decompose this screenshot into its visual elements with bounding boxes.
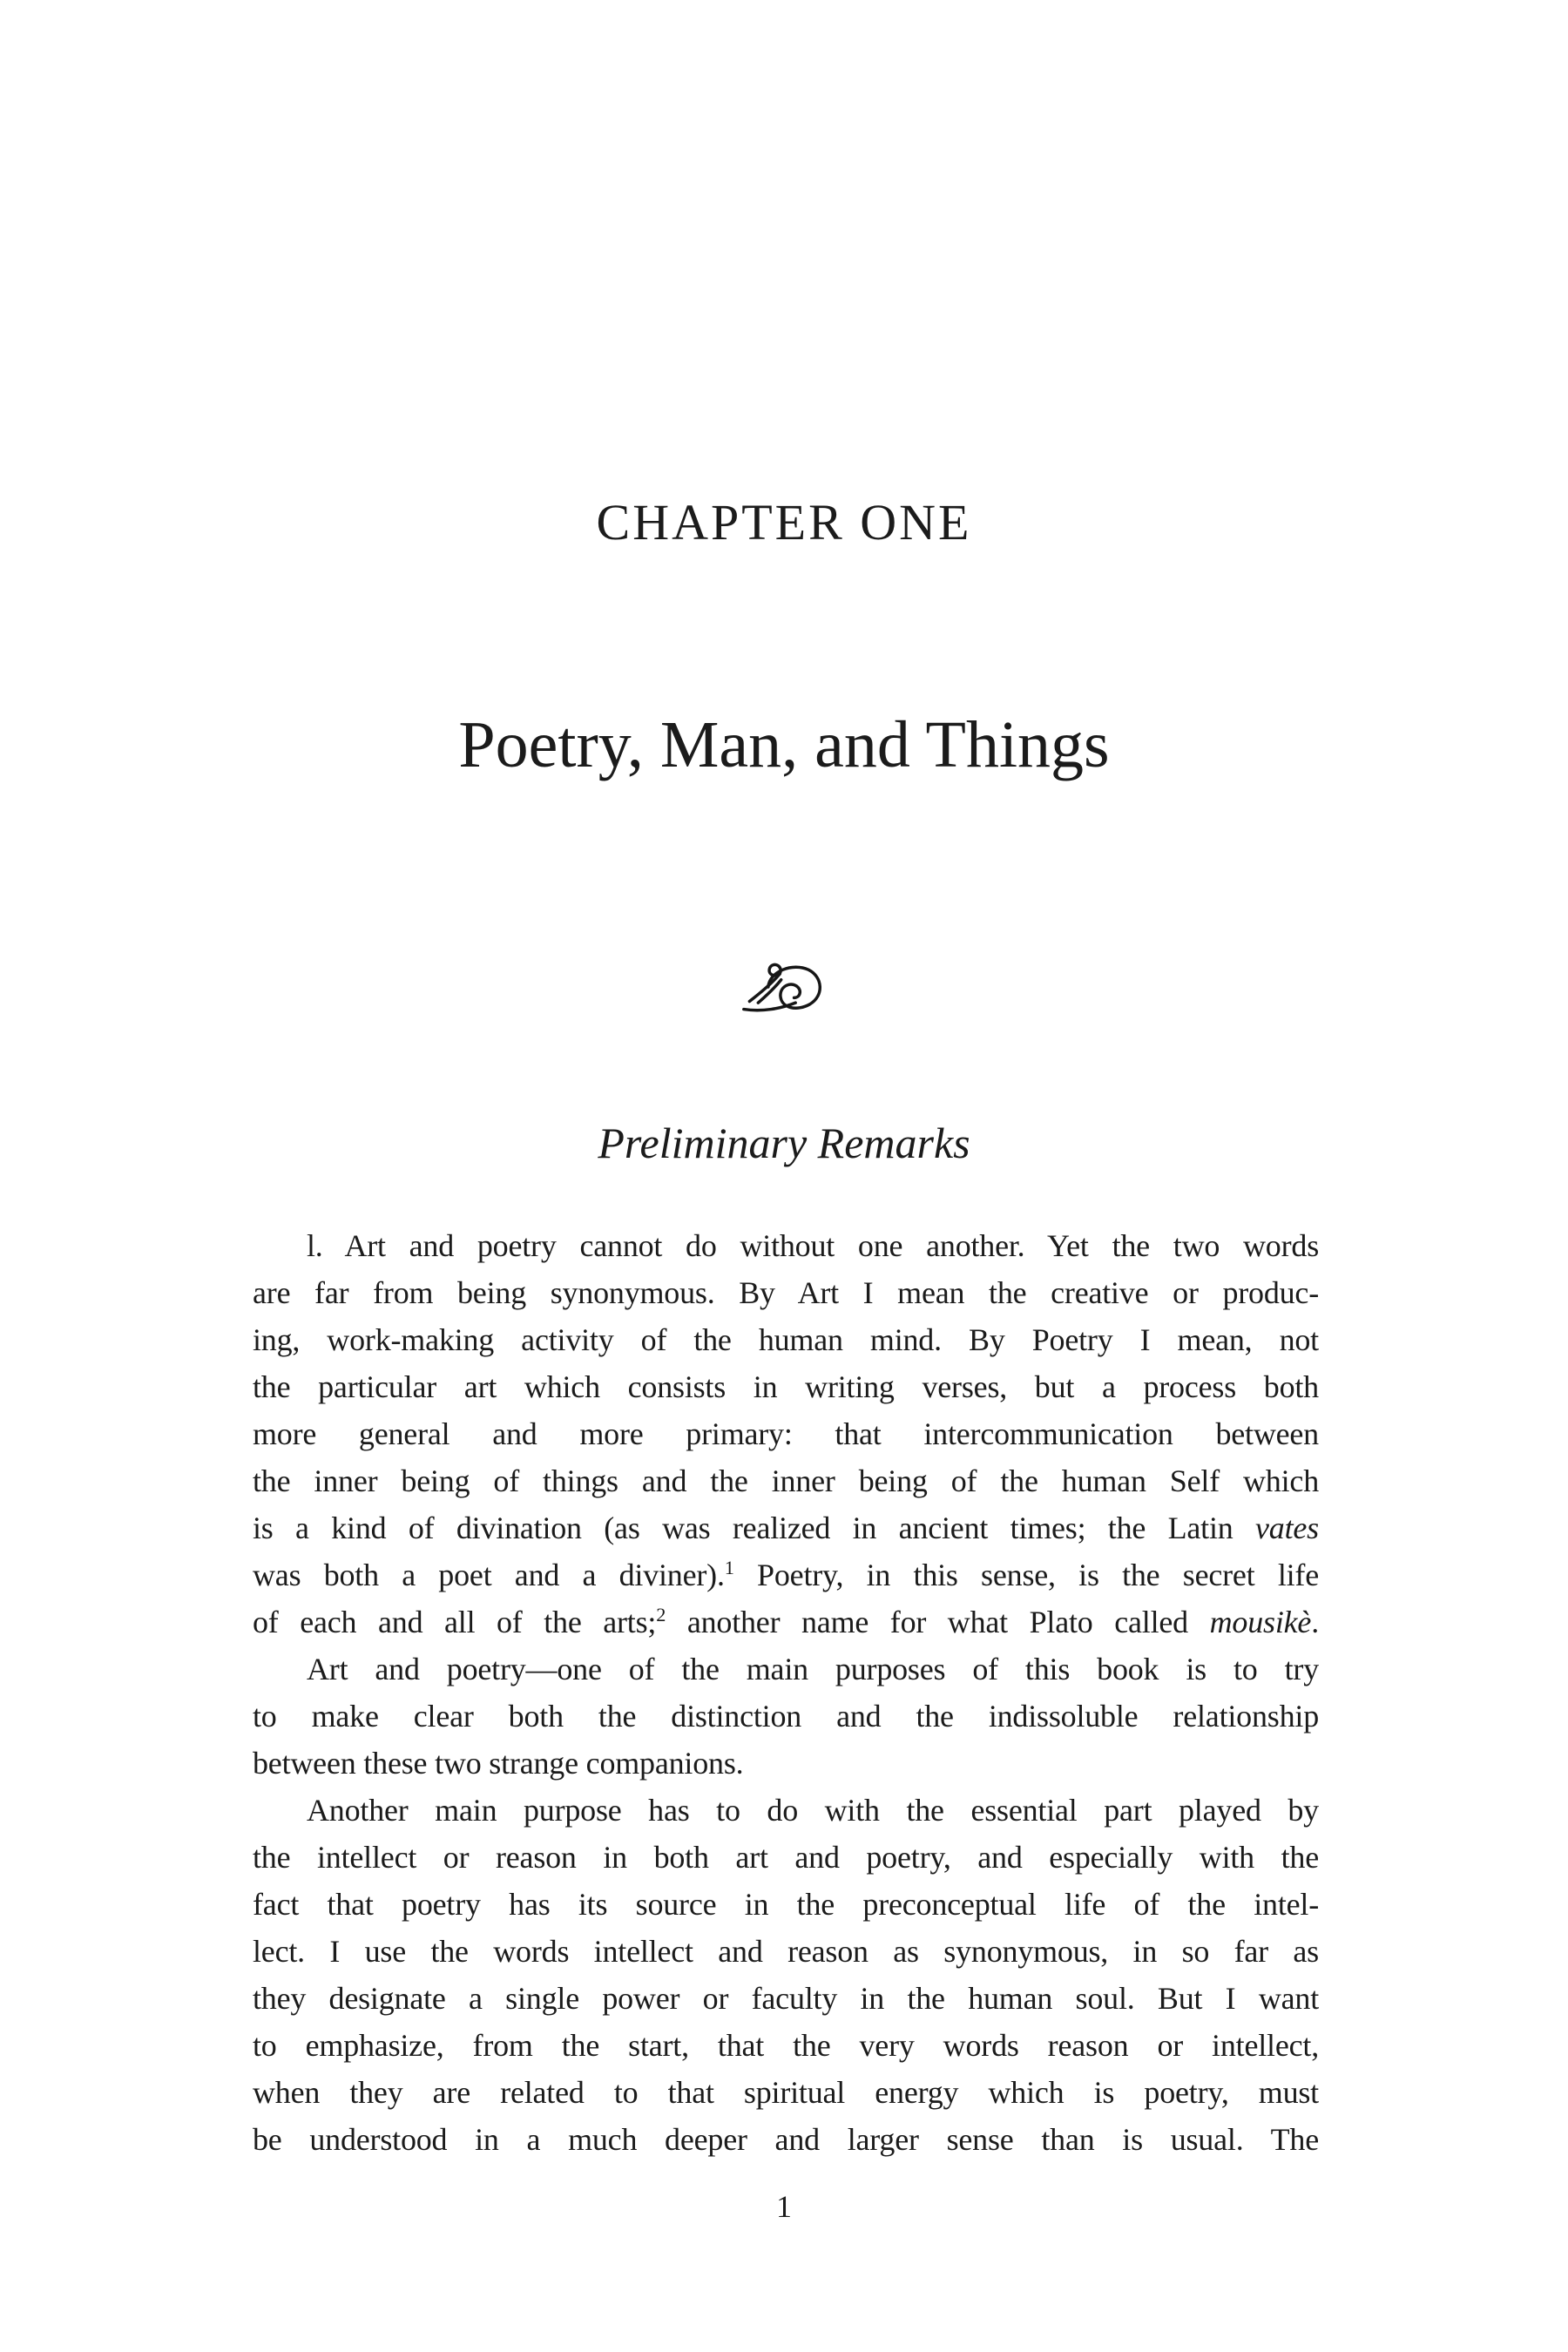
text-segment: fact that poetry has its source in the preconceptual life of the intel- (253, 1887, 1319, 1922)
text-line (253, 1928, 1319, 1975)
chapter-label: CHAPTER ONE (596, 494, 972, 551)
text-line (253, 1693, 1319, 1740)
text-segment: be understood in a much deeper and larger sense than is usual. The (253, 2122, 1319, 2157)
text-segment: to emphasize, from the start, that the very words reason or intellect, (253, 2028, 1319, 2063)
ornament-container (0, 958, 1568, 1020)
text-segment: between these two strange companions. (253, 1746, 744, 1781)
text-segment: when they are related to that spiritual energy which is poetry, must (253, 2075, 1319, 2110)
text-segment: they designate a single power or faculty in the human soul. But I want (253, 1981, 1319, 2016)
text-segment-sup: 2 (656, 1604, 666, 1625)
text-segment: lect. I use the words intellect and reason as synonymous, in so far as (253, 1934, 1319, 1969)
text-segment: was both a poet and a diviner). (253, 1558, 725, 1592)
section-heading: Preliminary Remarks (598, 1119, 970, 1167)
text-line (253, 1316, 1319, 1363)
text-segment: of each and all of the arts; (253, 1605, 657, 1639)
text-segment: . (1311, 1605, 1319, 1639)
text-line (253, 1504, 1319, 1551)
text-line (253, 2069, 1319, 2116)
text-line (253, 1551, 1319, 1598)
text-segment: the inner being of things and the inner being of the human Self which (253, 1463, 1319, 1498)
text-segment: more general and more primary: that intercommunication between (253, 1416, 1319, 1451)
text-line (253, 2116, 1319, 2163)
text-segment-italic: vates (1255, 1511, 1319, 1545)
text-line (253, 2022, 1319, 2069)
paragraph (253, 1646, 1319, 1787)
text-line (253, 1646, 1319, 1693)
text-line (253, 1834, 1319, 1881)
paragraph (253, 1787, 1319, 2163)
text-line (253, 1598, 1319, 1646)
text-segment: ing, work-making activity of the human mind. By Poetry I mean, not (253, 1322, 1319, 1357)
text-line (253, 1410, 1319, 1457)
text-line (253, 1975, 1319, 2022)
text-segment-italic: mousikè (1209, 1605, 1312, 1639)
text-line (253, 1740, 1319, 1787)
paragraph (253, 1222, 1319, 1646)
text-line (253, 1787, 1319, 1834)
text-segment: another name for what Plato called (666, 1605, 1210, 1639)
text-segment: Art and poetry—one of the main purposes of this book is to try (307, 1652, 1319, 1686)
text-segment: to make clear both the distinction and the indissoluble relationship (253, 1699, 1319, 1734)
text-segment: the intellect or reason in both art and poetry, and especially with the (253, 1840, 1319, 1875)
text-line (253, 1881, 1319, 1928)
text-line (253, 1363, 1319, 1410)
text-segment: l. Art and poetry cannot do without one another. Yet the two words (307, 1228, 1319, 1263)
text-segment-sup: 1 (724, 1557, 734, 1578)
text-segment: the particular art which consists in writing verses, but a process both (253, 1369, 1319, 1404)
text-line (253, 1269, 1319, 1316)
text-segment: are far from being synonymous. By Art I mean the creative or produc- (253, 1275, 1319, 1310)
text-line (253, 1222, 1319, 1269)
text-segment: Poetry, in this sense, is the secret life (733, 1558, 1319, 1592)
body-text (253, 1222, 1319, 2163)
page-number: 1 (776, 2189, 792, 2224)
text-line (253, 1457, 1319, 1504)
calligraphic-flourish-icon (740, 1004, 828, 1019)
text-segment: is a kind of divination (as was realized in ancient times; the Latin (253, 1511, 1256, 1545)
chapter-title: Poetry, Man, and Things (458, 708, 1110, 781)
text-segment: Another main purpose has to do with the essential part played by (307, 1793, 1319, 1828)
